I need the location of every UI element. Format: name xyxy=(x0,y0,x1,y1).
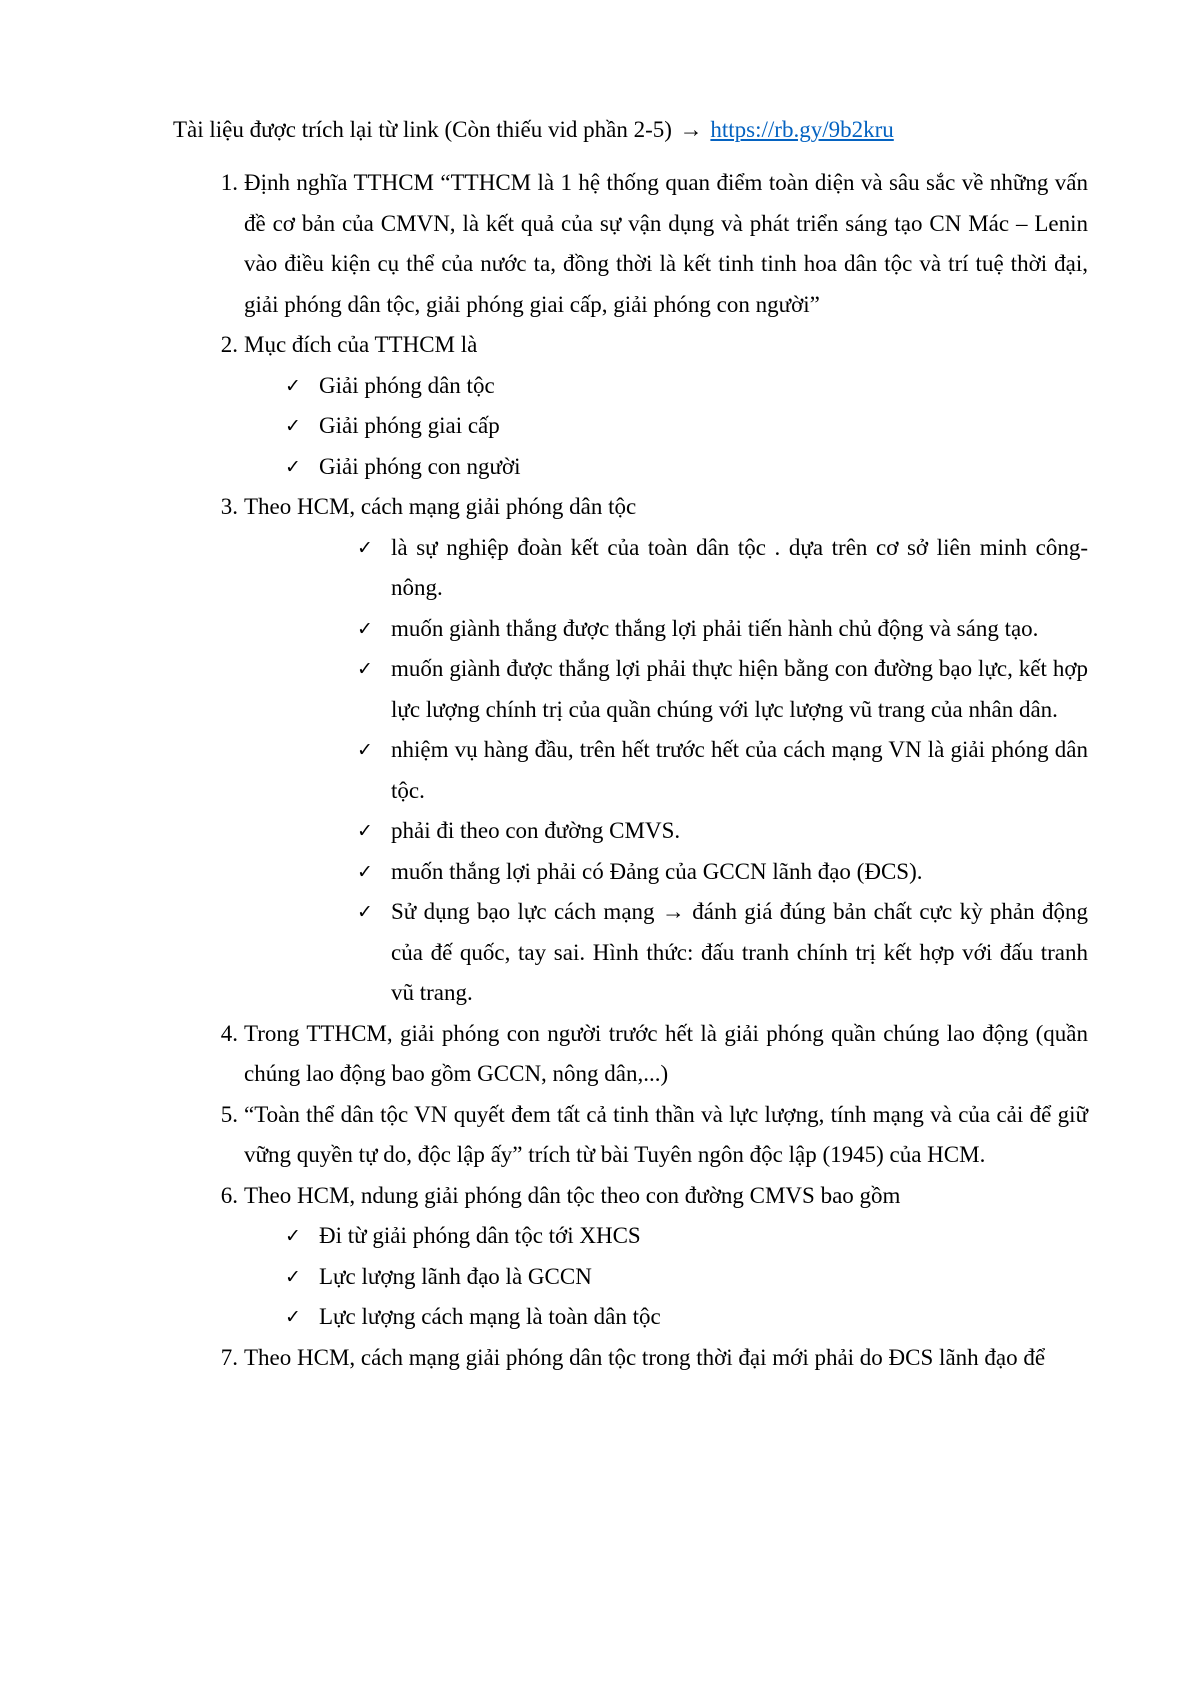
list-item-1 xyxy=(220,163,1088,325)
checkmark-icon: ✓ xyxy=(285,415,301,437)
checkmark-icon: ✓ xyxy=(357,658,373,680)
checkmark-icon: ✓ xyxy=(357,820,373,842)
checklist-item-text: Giải phóng dân tộc xyxy=(319,372,495,398)
checklist-item xyxy=(357,730,1088,811)
checklist-item xyxy=(357,528,1088,609)
checklist-item-text: Lực lượng cách mạng là toàn dân tộc xyxy=(319,1304,661,1329)
list-number: 1. xyxy=(220,170,238,195)
checklist-item-text: Lực lượng lãnh đạo là GCCN xyxy=(319,1263,592,1289)
list-item-3 xyxy=(220,487,1088,528)
checklist-item-text: muốn giành thắng được thắng lợi phải tiến hành chủ động và sáng tạo. xyxy=(391,615,1039,641)
checklist-item xyxy=(285,366,1088,407)
checklist-item-text: Giải phóng con người xyxy=(319,453,521,479)
checklist-item-text: Sử dụng bạo lực cách mạng → đánh giá đúng bản chất cực kỳ phản động của đế quốc, tay sai. Hình thức: đấu tranh chính trị kết hợp với đấu tranh vũ trang. xyxy=(391,899,1088,1005)
checklist-revolution xyxy=(0,528,1200,1014)
list-number: 2. xyxy=(220,332,238,357)
list-number: 3. xyxy=(220,494,238,519)
list-item-text: “Toàn thể dân tộc VN quyết đem tất cả tinh thần và lực lượng, tính mạng và của cải để giữ vững quyền tự do, độc lập ấy” trích từ bài Tuyên ngôn độc lập (1945) của HCM. xyxy=(244,1101,1088,1167)
checklist-item-text: Giải phóng giai cấp xyxy=(319,413,500,438)
checkmark-icon: ✓ xyxy=(357,901,373,923)
list-item-text: Theo HCM, cách mạng giải phóng dân tộc xyxy=(244,494,637,519)
list-item-text: Theo HCM, ndung giải phóng dân tộc theo con đường CMVS bao gồm xyxy=(244,1182,901,1208)
checklist-item xyxy=(357,609,1088,650)
checkmark-icon: ✓ xyxy=(285,1306,301,1328)
checklist-item-text: là sự nghiệp đoàn kết của toàn dân tộc . dựa trên cơ sở liên minh công-nông. xyxy=(391,534,1088,600)
checklist-content xyxy=(0,1216,1200,1338)
list-item-5 xyxy=(220,1095,1088,1176)
checklist-purpose xyxy=(0,366,1200,488)
checklist-item-text: muốn giành được thắng lợi phải thực hiện bằng con đường bạo lực, kết hợp lực lượng chính trị của quần chúng với lực lượng vũ trang của nhân dân. xyxy=(391,656,1088,722)
checkmark-icon: ✓ xyxy=(285,374,301,397)
checklist-item-text: phải đi theo con đường CMVS. xyxy=(391,818,681,843)
list-item-text: Theo HCM, cách mạng giải phóng dân tộc trong thời đại mới phải do ĐCS lãnh đạo để xyxy=(244,1344,1046,1370)
list-number: 4. xyxy=(220,1020,238,1046)
checkmark-icon: ✓ xyxy=(285,1265,301,1288)
list-item-2 xyxy=(220,325,1088,366)
checklist-item xyxy=(285,1297,1088,1338)
checkmark-icon: ✓ xyxy=(357,739,373,761)
numbered-list xyxy=(0,163,1200,1378)
list-item-6 xyxy=(220,1176,1088,1217)
checklist-item xyxy=(357,852,1088,893)
intro-text: Tài liệu được trích lại từ link (Còn thiếu vid phần 2-5) xyxy=(173,117,672,142)
list-number: 6. xyxy=(220,1182,238,1208)
checklist-item xyxy=(357,892,1088,1014)
checkmark-icon: ✓ xyxy=(357,536,373,559)
checklist-item xyxy=(285,1257,1088,1298)
checkmark-icon: ✓ xyxy=(357,860,373,883)
source-link[interactable]: https://rb.gy/9b2kru xyxy=(710,117,894,142)
checkmark-icon: ✓ xyxy=(357,617,373,640)
checklist-item xyxy=(357,649,1088,730)
checklist-item-text: muốn thắng lợi phải có Đảng của GCCN lãnh đạo (ĐCS). xyxy=(391,858,923,884)
list-item-text: Mục đích của TTHCM là xyxy=(244,332,478,357)
right-arrow-icon: → xyxy=(679,117,703,142)
list-item-text: Trong TTHCM, giải phóng con người trước hết là giải phóng quần chúng lao động (quần chúng lao động bao gồm GCCN, nông dân,...) xyxy=(244,1020,1088,1086)
checklist-item xyxy=(285,447,1088,488)
checklist-item-text: Đi từ giải phóng dân tộc tới XHCS xyxy=(319,1223,641,1248)
checkmark-icon: ✓ xyxy=(285,1225,301,1247)
list-number: 7. xyxy=(220,1344,238,1370)
checklist-item-text: nhiệm vụ hàng đầu, trên hết trước hết của cách mạng VN là giải phóng dân tộc. xyxy=(391,737,1088,803)
checklist-item xyxy=(357,811,1088,852)
list-item-7 xyxy=(220,1338,1088,1379)
checklist-item xyxy=(285,1216,1088,1257)
intro-line xyxy=(173,110,894,151)
checkmark-icon: ✓ xyxy=(285,455,301,478)
list-number: 5. xyxy=(220,1101,238,1127)
list-item-4 xyxy=(220,1014,1088,1095)
checklist-item xyxy=(285,406,1088,447)
list-item-text: Định nghĩa TTHCM “TTHCM là 1 hệ thống quan điểm toàn diện và sâu sắc về những vấn đề cơ bản của CMVN, là kết quả của sự vận dụng và phát triển sáng tạo CN Mác – Lenin vào điều kiện cụ thể của nước ta, đồng thời là kết tinh tinh hoa dân tộc và trí tuệ thời đại, giải phóng dân tộc, giải phóng giai cấp, giải phóng con người” xyxy=(244,170,1088,317)
